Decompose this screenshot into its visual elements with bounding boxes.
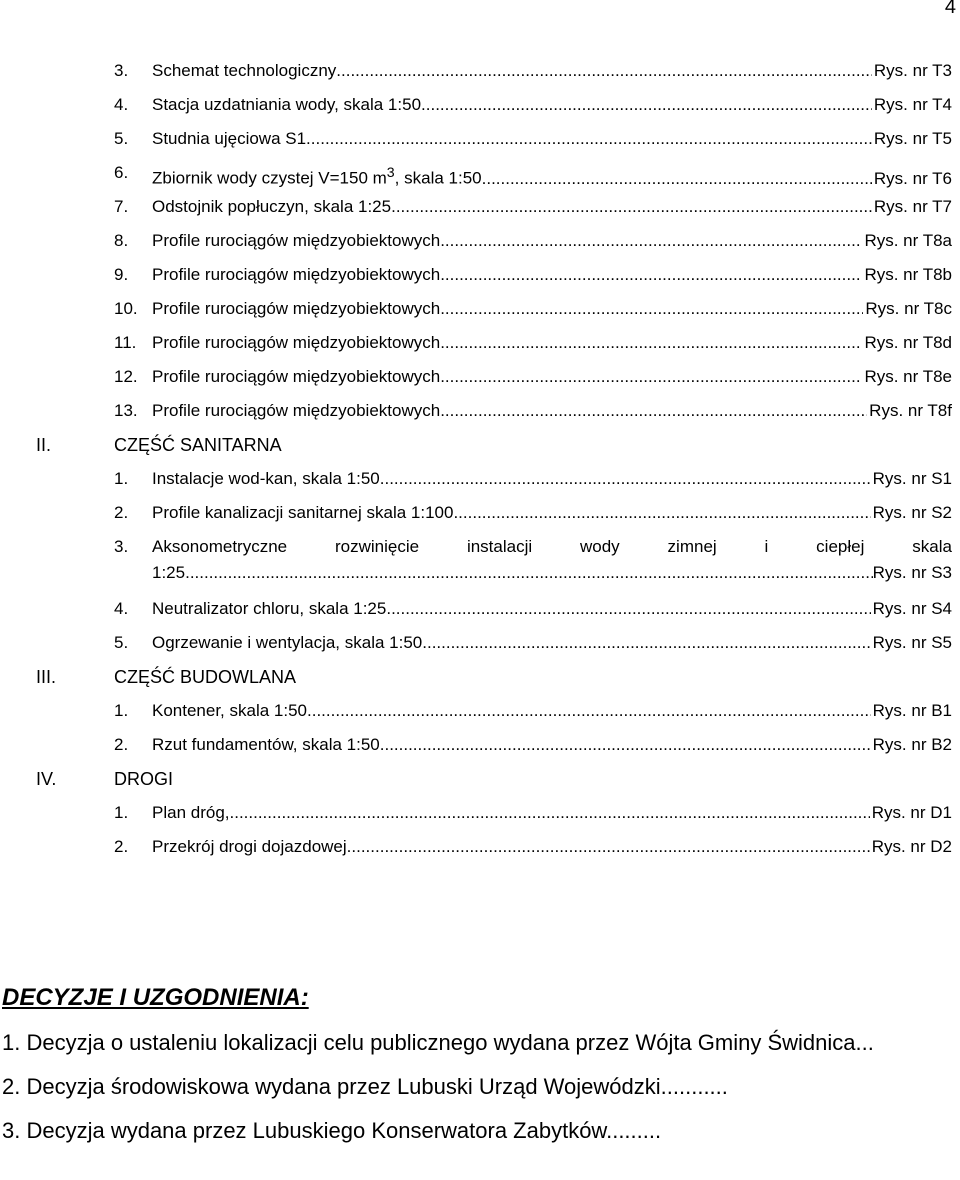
leader-dots (391, 190, 872, 224)
toc-entry (0, 728, 960, 762)
entry-number: 1. (114, 701, 129, 720)
entry-line (152, 190, 952, 224)
section-number: II. (36, 435, 52, 455)
entry-number: 2. (114, 735, 129, 754)
entry-title-text: Instalacje wod-kan, skala 1:50 (152, 469, 380, 488)
toc-entry (0, 796, 960, 830)
superscript: 3 (386, 165, 395, 181)
entry-title-continued: 1:25 (152, 563, 186, 582)
entry-title (152, 830, 347, 864)
toc-group-construction (0, 694, 960, 762)
entry-line (152, 292, 952, 326)
leader-dots (230, 796, 870, 830)
leader-dots (306, 122, 872, 156)
entry-title (152, 54, 336, 88)
leader-dots (336, 54, 872, 88)
section-title: DROGI (114, 769, 174, 789)
leader-dots (380, 462, 871, 496)
toc-entry (0, 54, 960, 88)
entry-number: 5. (114, 129, 129, 148)
entry-title (152, 728, 380, 762)
toc-entry (0, 496, 960, 530)
toc-entry (0, 462, 960, 496)
entry-reference: Rys. nr S1 (872, 469, 952, 488)
section-number: III. (36, 667, 57, 687)
entry-title (152, 592, 386, 626)
entry-title-word: rozwinięcie (334, 537, 420, 556)
toc-entry (0, 394, 960, 428)
leader-dots (380, 728, 871, 762)
entry-title-word: zimnej (667, 537, 717, 556)
toc-entry (0, 156, 960, 190)
entry-title (152, 694, 307, 728)
entry-reference: Rys. nr S3 (872, 563, 952, 582)
entry-reference: Rys. nr T8c (865, 299, 952, 318)
entry-title (152, 326, 440, 360)
entry-number: 8. (114, 231, 129, 250)
entry-reference: Rys. nr T4 (873, 95, 952, 114)
entry-reference: Rys. nr T8b (864, 265, 952, 284)
entry-title-text: Zbiornik wody czystej V=150 m (152, 168, 387, 188)
toc-entry (0, 224, 960, 258)
entry-reference: Rys. nr T6 (873, 168, 952, 188)
entry-line (152, 394, 952, 428)
toc-entry (0, 258, 960, 292)
section-heading-roads (0, 762, 960, 796)
table-of-contents (0, 54, 960, 864)
entry-number: 3. (114, 537, 129, 556)
entry-reference: Rys. nr S2 (872, 503, 952, 522)
entry-line (152, 462, 952, 496)
entry-number: 2. (114, 837, 129, 856)
decision-item: 3. Decyzja wydana przez Lubuskiego Konserwatora Zabytków......... (2, 1118, 662, 1143)
leader-dots (440, 394, 867, 428)
entry-number: 13. (114, 401, 138, 420)
entry-title (152, 190, 391, 224)
entry-title (152, 626, 422, 660)
decisions-section (0, 978, 960, 1146)
entry-reference: Rys. nr T8a (864, 231, 952, 250)
entry-title-text: Profile rurociągów międzyobiektowych (152, 265, 441, 284)
toc-group-technology (0, 54, 960, 428)
entry-reference: Rys. nr T8d (864, 333, 952, 352)
leader-dots (386, 592, 870, 626)
toc-entry (0, 292, 960, 326)
section-heading-construction (0, 660, 960, 694)
entry-title-text: Profile rurociągów międzyobiektowych (152, 333, 441, 352)
entry-number: 5. (114, 633, 129, 652)
entry-reference: Rys. nr D2 (871, 837, 952, 856)
toc-entry (0, 530, 960, 592)
entry-line (152, 728, 952, 762)
entry-title-text: Profile kanalizacji sanitarnej skala 1:100 (152, 503, 454, 522)
entry-title-text: Profile rurociągów międzyobiektowych (152, 367, 441, 386)
toc-entry (0, 122, 960, 156)
entry-title-text: Rzut fundamentów, skala 1:50 (152, 735, 380, 754)
toc-entry (0, 626, 960, 660)
entry-reference: Rys. nr S5 (872, 633, 952, 652)
decision-item: 2. Decyzja środowiskowa wydana przez Lubuski Urząd Wojewódzki........... (2, 1074, 728, 1099)
leader-dots (421, 88, 872, 122)
entry-line (152, 224, 952, 258)
entry-reference: Rys. nr T5 (873, 129, 952, 148)
entry-title-text: Stacja uzdatniania wody, skala 1:50 (152, 95, 422, 114)
section-number: IV. (36, 769, 57, 789)
entry-line (152, 360, 952, 394)
section-title: CZĘŚĆ SANITARNA (114, 435, 282, 455)
entry-reference: Rys. nr T7 (873, 197, 952, 216)
entry-title-word: wody (580, 537, 620, 556)
entry-title (152, 88, 421, 122)
entry-title (152, 496, 453, 530)
entry-line (152, 796, 952, 830)
entry-reference: Rys. nr D1 (871, 803, 952, 822)
entry-reference: Rys. nr B1 (872, 701, 952, 720)
leader-dots (347, 830, 870, 864)
entry-reference: Rys. nr T3 (873, 61, 952, 80)
entry-line (152, 626, 952, 660)
toc-entry (0, 326, 960, 360)
entry-number: 12. (114, 367, 138, 386)
entry-title (152, 462, 380, 496)
leader-dots (453, 496, 870, 530)
leader-dots (422, 626, 870, 660)
entry-line (152, 54, 952, 88)
toc-entry (0, 592, 960, 626)
entry-number: 1. (114, 803, 129, 822)
entry-title-text: Odstojnik popłuczyn, skala 1:25 (152, 197, 392, 216)
entry-reference: Rys. nr S4 (872, 599, 952, 618)
leader-dots (440, 258, 862, 292)
toc-entry (0, 694, 960, 728)
entry-title (152, 258, 440, 292)
entry-title-text: Neutralizator chloru, skala 1:25 (152, 599, 387, 618)
entry-title-text: Profile rurociągów międzyobiektowych (152, 231, 441, 250)
entry-title (152, 796, 230, 830)
entry-title-text: Profile rurociągów międzyobiektowych (152, 299, 441, 318)
section-heading-sanitary (0, 428, 960, 462)
entry-title (152, 122, 306, 156)
entry-line (152, 258, 952, 292)
entry-title-word: skala (912, 537, 952, 556)
entry-title-text: Plan dróg, (152, 803, 230, 822)
entry-line (152, 694, 952, 728)
entry-number: 3. (114, 61, 129, 80)
entry-number: 4. (114, 599, 129, 618)
entry-title-text: Studnia ujęciowa S1 (152, 129, 307, 148)
entry-reference: Rys. nr T8e (864, 367, 952, 386)
entry-line (152, 496, 952, 530)
leader-dots (440, 326, 862, 360)
entry-number: 10. (114, 299, 138, 318)
entry-number: 9. (114, 265, 129, 284)
entry-title (152, 536, 952, 558)
toc-entry (0, 360, 960, 394)
entry-title (152, 224, 440, 258)
entry-number: 1. (114, 469, 129, 488)
entry-title-text: Schemat technologiczny (152, 61, 337, 80)
entry-title (152, 360, 440, 394)
decision-item: 1. Decyzja o ustaleniu lokalizacji celu publicznego wydana przez Wójta Gminy Świdnica... (2, 1030, 874, 1055)
entry-number: 4. (114, 95, 129, 114)
leader-dots (440, 360, 862, 394)
toc-group-roads (0, 796, 960, 864)
entry-title-text: Ogrzewanie i wentylacja, skala 1:50 (152, 633, 423, 652)
entry-title-word: i (764, 537, 769, 556)
entry-line (152, 592, 952, 626)
leader-dots (440, 292, 863, 326)
leader-dots (307, 694, 871, 728)
entry-number: 2. (114, 503, 129, 522)
page-number: 4 (944, 0, 956, 18)
entry-title-text: , skala 1:50 (394, 168, 482, 188)
entry-title-text: Przekrój drogi dojazdowej (152, 837, 347, 856)
toc-entry (0, 830, 960, 864)
entry-line (152, 830, 952, 864)
entry-line (152, 326, 952, 360)
section-title: CZĘŚĆ BUDOWLANA (114, 667, 297, 687)
toc-group-sanitary-2 (0, 592, 960, 660)
leader-dots (185, 562, 873, 584)
toc-entry (0, 190, 960, 224)
entry-title (152, 394, 440, 428)
decisions-heading: DECYZJE I UZGODNIENIA: (2, 984, 309, 1011)
entry-line (152, 88, 952, 122)
toc-group-sanitary (0, 462, 960, 530)
entry-reference: Rys. nr T8f (869, 401, 952, 420)
entry-title (152, 292, 440, 326)
entry-title-word: ciepłej (816, 537, 865, 556)
entry-reference: Rys. nr B2 (872, 735, 952, 754)
entry-line (152, 122, 952, 156)
entry-number: 6. (114, 163, 129, 182)
entry-title-text: Kontener, skala 1:50 (152, 701, 308, 720)
entry-number: 7. (114, 197, 129, 216)
leader-dots (440, 224, 862, 258)
toc-entry (0, 88, 960, 122)
entry-number: 11. (114, 333, 137, 352)
entry-title-word: Aksonometryczne (152, 537, 288, 556)
entry-title-word: instalacji (466, 537, 533, 556)
entry-title-text: Profile rurociągów międzyobiektowych (152, 401, 441, 420)
